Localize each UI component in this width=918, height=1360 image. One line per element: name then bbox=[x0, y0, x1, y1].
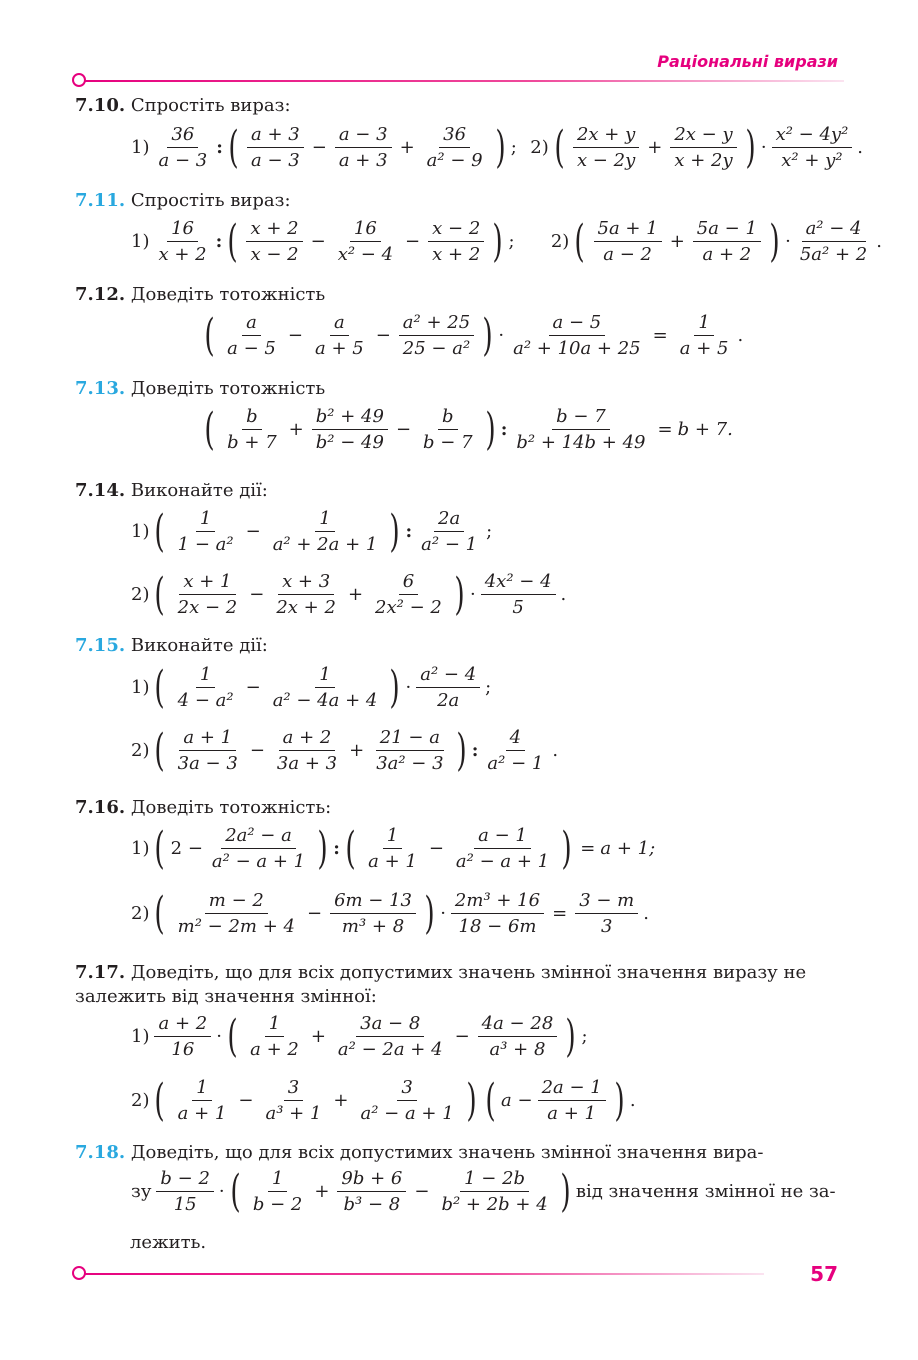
problem-7-16 bbox=[75, 796, 840, 820]
problem-text: Виконайте дії: bbox=[130, 635, 268, 656]
problem-number: 7.13. bbox=[75, 378, 126, 399]
problem-7-12 bbox=[75, 283, 840, 307]
problem-text: Доведіть, що для всіх допустимих значень змінної значення вира- bbox=[130, 1142, 764, 1163]
problem-number: 7.14. bbox=[75, 480, 126, 501]
bottom-rule bbox=[74, 1273, 764, 1275]
formula-7-16-2: 2) ( $\frac{m - 2}{\text{m² − 2m + 4}}$ − $\frac{6m - 13}{\text{m³ + 8}}$ ) · $\frac{\text{2m³ + 16}}{18 - 6m}$ = $\frac{3 - m}{3}$ . bbox=[131, 887, 649, 939]
problem-7-11 bbox=[75, 189, 840, 213]
top-rule bbox=[74, 80, 844, 82]
problem-7-18-tail: лежить. bbox=[130, 1232, 207, 1253]
problem-7-13 bbox=[75, 377, 840, 401]
problem-7-15 bbox=[75, 634, 840, 658]
problem-7-18 bbox=[75, 1141, 840, 1165]
problem-number: 7.17. bbox=[75, 962, 126, 983]
formula-7-15-2: 2) ( $\frac{a + 1}{3a - 3}$ − $\frac{a + 2}{3a + 3}$ + $\frac{21 - a}{\text{3a² − 3}}$ ) : $\frac{4}{\text{a² − 1}}$ . bbox=[131, 724, 559, 776]
top-rule-dot bbox=[72, 73, 86, 87]
section-title: Раціональні вирази bbox=[657, 52, 838, 71]
problem-text: Спростіть вираз: bbox=[130, 190, 291, 211]
problem-7-14 bbox=[75, 479, 840, 503]
problem-7-17 bbox=[75, 961, 840, 1009]
problem-text: Виконайте дії: bbox=[130, 480, 268, 501]
formula-7-10: 1) $\frac{36}{a - 3}$ : ( $\frac{a + 3}{a - 3}$ − $\frac{a - 3}{a + 3}$ + $\frac{36}{\text{a² − 9}}$ ) ; 2) ( $\frac{2x + y}{x - 2y}$ + $\frac{2x - y}{x + 2y}$ ) · $\frac{\text{x² − 4y²}}{\text{x² + y²}}$ . bbox=[131, 121, 864, 173]
formula-7-17-1: 1) $\frac{a + 2}{16}$ · ( $\frac{1}{a + 2}$ + $\frac{3a - 8}{\text{a² − 2a + 4}}$ − $\frac{4a - 28}{\text{a³ + 8}}$ ) ; bbox=[131, 1010, 588, 1062]
problem-text: Доведіть тотожність bbox=[130, 378, 326, 399]
formula-7-13: ( $\frac{b}{b + 7}$ + $\frac{\text{b² + 49}}{\text{b² − 49}}$ − $\frac{b}{b - 7}$ ) : $\frac{b - 7}{\text{b² + 14b + 49}}$ = b + 7. bbox=[204, 403, 733, 455]
formula-7-16-1: 1) ( 2 − $\frac{\text{2a² − a}}{\text{a² − a + 1}}$ ) : ( $\frac{1}{a + 1}$ − $\frac{a - 1}{\text{a² − a + 1}}$ ) = a + 1; bbox=[131, 822, 656, 874]
formula-7-15-1: 1) ( $\frac{1}{\text{4 − a²}}$ − $\frac{1}{\text{a² − 4a + 4}}$ ) · $\frac{\text{a² − 4}}{2a}$ ; bbox=[131, 661, 492, 713]
problem-number: 7.12. bbox=[75, 284, 126, 305]
problem-number: 7.10. bbox=[75, 95, 126, 116]
formula-7-14-1: 1) ( $\frac{1}{\text{1 − a²}}$ − $\frac{1}{\text{a² + 2a + 1}}$ ) : $\frac{2a}{\text{a² − 1}}$ ; bbox=[131, 505, 493, 557]
formula-7-11: 1) $\frac{16}{x + 2}$ : ( $\frac{x + 2}{x - 2}$ − $\frac{16}{\text{x² − 4}}$ − $\frac{x - 2}{x + 2}$ ) ; 2) ( $\frac{5a + 1}{a - 2}$ + $\frac{5a - 1}{a + 2}$ ) · $\frac{\text{a² − 4}}{\text{5a² + 2}}$ . bbox=[131, 215, 882, 267]
problem-number: 7.18. bbox=[75, 1142, 126, 1163]
problem-text: Доведіть, що для всіх допустимих значень змінної значення виразу не залежить від значення змінної: bbox=[75, 962, 807, 1007]
formula-7-14-2: 2) ( $\frac{x + 1}{2x - 2}$ − $\frac{x + 3}{2x + 2}$ + $\frac{6}{\text{2x² − 2}}$ ) · $\frac{\text{4x² − 4}}{5}$ . bbox=[131, 568, 567, 620]
page-number: 57 bbox=[810, 1262, 838, 1286]
formula-7-17-2: 2) ( $\frac{1}{a + 1}$ − $\frac{3}{\text{a³ + 1}}$ + $\frac{3}{\text{a² − a + 1}}$ ) ( a − $\frac{2a - 1}{a + 1}$ ) . bbox=[131, 1074, 636, 1126]
problem-number: 7.11. bbox=[75, 190, 126, 211]
problem-number: 7.15. bbox=[75, 635, 126, 656]
problem-text: Спростіть вираз: bbox=[130, 95, 291, 116]
formula-7-18: зу $\frac{b - 2}{15}$ · ( $\frac{1}{b - 2}$ + $\frac{9b + 6}{\text{b³ − 8}}$ − $\frac{1 - 2b}{\text{b² + 2b + 4}}$ ) від значення змінної не за- bbox=[131, 1165, 836, 1217]
problem-text: Доведіть тотожність bbox=[130, 284, 326, 305]
bottom-rule-dot bbox=[72, 1266, 86, 1280]
problem-number: 7.16. bbox=[75, 797, 126, 818]
formula-7-12: ( $\frac{a}{a - 5}$ − $\frac{a}{a + 5}$ − $\frac{\text{a² + 25}}{\text{25 − a²}}$ ) · $\frac{a - 5}{\text{a² + 10a + 25}}$ = $\frac{1}{a + 5}$ . bbox=[204, 309, 744, 361]
problem-text: Доведіть тотожність: bbox=[130, 797, 332, 818]
problem-7-10 bbox=[75, 94, 840, 118]
